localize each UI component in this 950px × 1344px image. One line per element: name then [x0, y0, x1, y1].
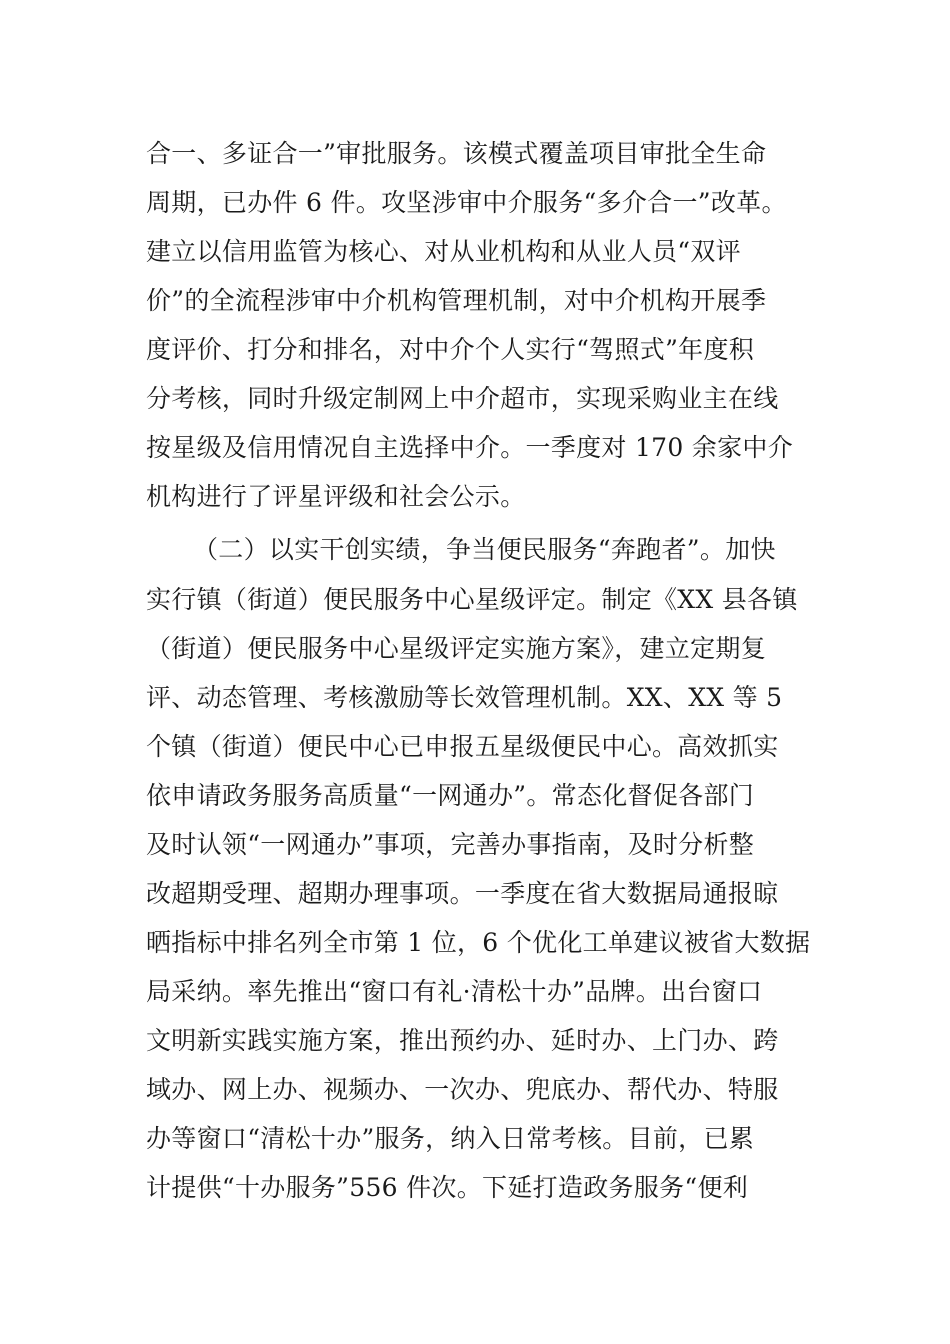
text-line: 改超期受理、超期办理事项。一季度在省大数据局通报晾	[146, 879, 779, 908]
section-heading-line: （二）以实干创实绩，争当便民服务“奔跑者”。加快	[193, 535, 776, 564]
text-line: 评、动态管理、考核激励等长效管理机制。XX、XX 等 5	[146, 683, 783, 712]
text-line: 合一、多证合一”审批服务。该模式覆盖项目审批全生命	[146, 139, 767, 168]
text-line: 个镇（街道）便民中心已申报五星级便民中心。高效抓实	[146, 732, 779, 761]
text-line: （街道）便民服务中心星级评定实施方案》，建立定期复	[146, 634, 767, 663]
text-line: 及时认领“一网通办”事项，完善办事指南，及时分析整	[146, 830, 755, 859]
text-line: 价”的全流程涉审中介机构管理机制，对中介机构开展季	[146, 286, 767, 315]
text-line: 周期，已办件 6 件。攻坚涉审中介服务“多介合一”改革。	[146, 188, 787, 217]
text-line: 局采纳。率先推出“窗口有礼·清松十办”品牌。出台窗口	[146, 977, 763, 1006]
text-line: 计提供“十办服务”556 件次。下延打造政务服务“便利	[146, 1173, 749, 1202]
text-line: 域办、网上办、视频办、一次办、兜底办、帮代办、特服	[146, 1075, 779, 1104]
text-line: 办等窗口“清松十办”服务，纳入日常考核。目前，已累	[146, 1124, 755, 1153]
text-line: 依申请政务服务高质量“一网通办”。常态化督促各部门	[146, 781, 755, 810]
text-line: 分考核，同时升级定制网上中介超市，实现采购业主在线	[146, 384, 779, 413]
text-line: 实行镇（街道）便民服务中心星级评定。制定《XX 县各镇	[146, 585, 798, 614]
text-line: 建立以信用监管为核心、对从业机构和从业人员“双评	[146, 237, 741, 266]
text-line: 按星级及信用情况自主选择中介。一季度对 170 余家中介	[146, 433, 794, 462]
text-line: 晒指标中排名列全市第 1 位，6 个优化工单建议被省大数据	[146, 928, 811, 957]
text-line: 度评价、打分和排名，对中介个人实行“驾照式”年度积	[146, 335, 755, 364]
text-line: 机构进行了评星评级和社会公示。	[146, 482, 526, 511]
text-line: 文明新实践实施方案，推出预约办、延时办、上门办、跨	[146, 1026, 779, 1055]
